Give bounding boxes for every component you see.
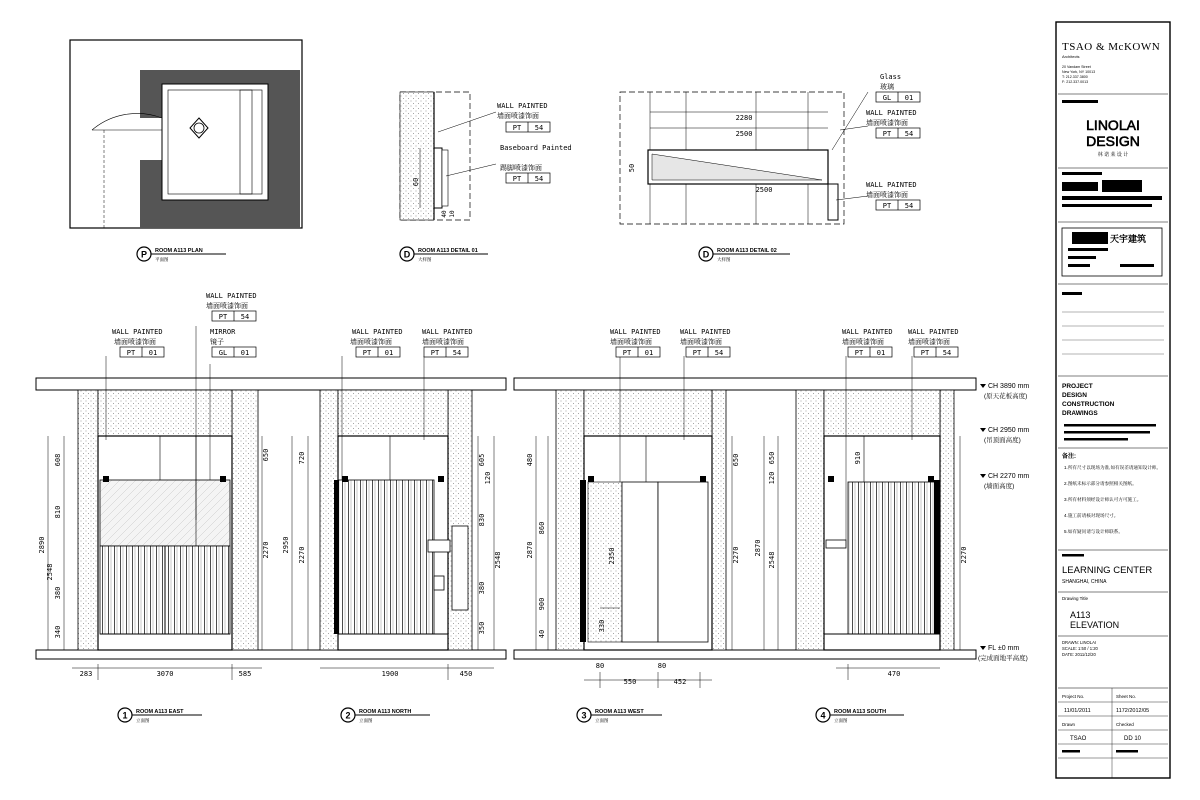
view-label-elevation-3: [577, 708, 662, 724]
tag-code: PT: [218, 313, 228, 321]
tag-label: MIRROR: [210, 328, 236, 336]
project-head-line: CONSTRUCTION: [1062, 401, 1115, 408]
dim-v: 2270: [960, 546, 968, 564]
tag-cn: 墙面喷漆饰面: [497, 113, 539, 120]
view-title: ROOM A113 DETAIL 01: [418, 248, 478, 254]
level-marker: [980, 427, 1029, 444]
plan-view: [70, 40, 302, 263]
dim-v: 2870: [754, 539, 762, 557]
view-number: 4: [820, 710, 826, 721]
view-subtitle: 立面图: [595, 718, 609, 723]
dim-v: 120: [768, 471, 776, 485]
tag-label: WALL PAINTED: [352, 328, 403, 336]
note-line: 3.所有材料须经设计师认可方可施工。: [1064, 497, 1142, 502]
material-tag: [866, 181, 920, 210]
material-tag: [680, 328, 731, 357]
tag-code: PT: [854, 349, 864, 357]
tag-cn: 墙面喷漆饰面: [842, 339, 884, 346]
material-tag: [842, 328, 893, 357]
tag-label: WALL PAINTED: [112, 328, 163, 336]
dim-v: 2870: [526, 541, 534, 559]
tag-label: WALL PAINTED: [610, 328, 661, 336]
title-block: [1056, 22, 1170, 778]
dim-v: 900: [538, 597, 546, 611]
tag-num: 01: [644, 349, 654, 357]
dim-h: 550: [623, 678, 637, 686]
dim-h: 470: [887, 670, 901, 678]
tag-num: 01: [240, 349, 250, 357]
grid-cell: 11/01/2011: [1064, 708, 1091, 714]
grid-cell: 1172/2012/05: [1116, 708, 1150, 714]
sheet-info-line: SCALE: 1:50 / 1:20: [1062, 646, 1098, 651]
dim-v: 650: [262, 448, 270, 462]
notes-heading: 备注:: [1062, 454, 1076, 460]
grid-cell: TSAO: [1070, 736, 1087, 742]
dim-v: 608: [54, 453, 62, 467]
view-title: ROOM A113 PLAN: [155, 248, 203, 254]
level-note: (墙面高度): [984, 483, 1015, 490]
dim-v: 40: [538, 629, 546, 639]
tag-code: PT: [126, 349, 136, 357]
view-label-elevation-2: [341, 708, 430, 724]
dim-v: 2270: [298, 546, 306, 564]
dim-v: 860: [538, 521, 546, 535]
firm-address-line: 20 Vandam Street: [1062, 65, 1091, 69]
dim-v: 2548: [494, 551, 502, 569]
view-label-elevation-4: [816, 708, 904, 724]
tag-cn: 玻璃: [880, 84, 894, 91]
note-line: 2.图纸未标示部分请参照相关图纸。: [1064, 481, 1137, 486]
tag-num: 54: [714, 349, 724, 357]
tag-num: 54: [452, 349, 462, 357]
dim-v: 2548: [768, 551, 776, 569]
tag-cn: 墙面喷漆饰面: [114, 339, 156, 346]
level-note: (完成面地平高度): [978, 655, 1028, 662]
tag-cn: 踢脚喷漆饰面: [500, 165, 542, 172]
level-value: CH 2270 mm: [988, 473, 1030, 480]
tag-label: WALL PAINTED: [866, 181, 917, 189]
grid-cell: Project No.: [1062, 694, 1085, 699]
firm-subtitle: Architects: [1062, 54, 1080, 59]
view-label-detail-01: [400, 247, 488, 263]
grid-cell: Drawn: [1062, 722, 1076, 727]
detail-01-view: [400, 92, 572, 263]
tag-num: 01: [384, 349, 394, 357]
grid-cell: Sheet No.: [1116, 694, 1137, 699]
tag-label: WALL PAINTED: [680, 328, 731, 336]
tag-label: WALL PAINTED: [497, 102, 548, 110]
view-label-plan: [137, 247, 226, 263]
tag-label: WALL PAINTED: [908, 328, 959, 336]
note-line: 4.施工前请核对现场尺寸。: [1064, 513, 1119, 518]
dim-v: 340: [54, 625, 62, 639]
material-tag: [866, 109, 920, 138]
firm-address-line: F: 212.337.0013: [1062, 80, 1089, 84]
project-location: SHANGHAI, CHINA: [1062, 579, 1107, 585]
project-head-line: PROJECT: [1062, 383, 1093, 390]
dim-detail1-b: 40: [441, 210, 448, 218]
level-value: FL ±0 mm: [988, 645, 1020, 652]
dim-v: 380: [478, 581, 486, 595]
logo-word-bottom: DESIGN: [1086, 133, 1140, 149]
view-subtitle: 大样图: [717, 257, 731, 262]
sheet-info-line: DRAWN: LINOLAI: [1062, 640, 1097, 645]
dim-h: 585: [238, 670, 252, 678]
dim-v: 2270: [732, 546, 740, 564]
material-tag: [908, 328, 959, 357]
dim-v: 810: [54, 505, 62, 519]
stamp: [1062, 228, 1162, 276]
view-subtitle: 大样图: [418, 257, 432, 262]
dim-detail1-c: 10: [449, 210, 456, 218]
floor-band: [36, 650, 976, 659]
firm-name: TSAO & McKOWN: [1062, 41, 1161, 53]
tag-label: WALL PAINTED: [206, 292, 257, 300]
dim-h: 3070: [156, 670, 174, 678]
view-title: ROOM A113 WEST: [595, 709, 644, 715]
material-tag: [876, 73, 920, 102]
dim-h: 80: [595, 662, 605, 670]
tag-num: 54: [240, 313, 250, 321]
tag-code: GL: [218, 349, 228, 357]
dim-v: 2950: [282, 536, 290, 554]
view-subtitle: 立面图: [136, 718, 150, 723]
material-tag: [500, 144, 572, 183]
dim-v: 650: [768, 451, 776, 465]
tag-code: PT: [512, 124, 522, 132]
dim-detail2-d: 2500: [755, 186, 773, 194]
tag-num: 54: [942, 349, 952, 357]
ceiling-slab: [36, 378, 976, 390]
tag-num: 01: [876, 349, 886, 357]
sheet-title: ELEVATION: [1070, 620, 1120, 630]
tag-code: PT: [692, 349, 702, 357]
dim-detail1-a: 60: [412, 177, 420, 187]
level-marker: [980, 383, 1029, 400]
tag-cn: 墙面喷漆饰面: [866, 120, 908, 127]
view-subtitle: 立面图: [359, 718, 373, 723]
tag-num: 01: [148, 349, 158, 357]
view-label-elevation-1: [118, 708, 202, 724]
firm-address-line: T: 212.337.3800: [1062, 75, 1088, 79]
level-marker: [978, 645, 1028, 662]
dim-h: 450: [459, 670, 473, 678]
dim-h: 452: [673, 678, 687, 686]
view-subtitle: 平面图: [155, 257, 169, 262]
tag-cn: 墙面喷漆饰面: [680, 339, 722, 346]
tag-code: PT: [430, 349, 440, 357]
material-tag: [206, 292, 257, 321]
level-value: CH 3890 mm: [988, 383, 1030, 390]
material-tag: [610, 328, 661, 357]
tag-label: Glass: [880, 73, 902, 81]
level-value: CH 2950 mm: [988, 427, 1030, 434]
tag-code: PT: [622, 349, 632, 357]
material-tag: [422, 328, 473, 357]
tag-cn: 墙面喷漆饰面: [422, 339, 464, 346]
tag-cn: 墙面喷漆饰面: [610, 339, 652, 346]
dim-v: 2890: [38, 536, 46, 554]
dim-v: 830: [478, 513, 486, 527]
logo-cn: 林 诺 莱 设 计: [1097, 152, 1129, 158]
tag-num: 01: [904, 94, 914, 102]
sheet-code: A113: [1070, 610, 1091, 620]
dim-v: 2350: [608, 547, 616, 565]
view-letter: D: [403, 249, 411, 260]
tag-label: WALL PAINTED: [422, 328, 473, 336]
level-note: (吊顶面高度): [984, 437, 1021, 444]
detail-02-view: [620, 73, 920, 263]
dim-h: 80: [657, 662, 667, 670]
tag-code: PT: [362, 349, 372, 357]
tag-num: 54: [904, 202, 914, 210]
level-marker: [980, 473, 1029, 490]
project-head-line: DRAWINGS: [1062, 410, 1098, 417]
project-head-line: DESIGN: [1062, 392, 1087, 399]
dim-v: 605: [478, 453, 486, 467]
dim-v: 2270: [262, 541, 270, 559]
dim-detail2-a: 2280: [735, 114, 753, 122]
firm-address-line: New York, NY 10013: [1062, 70, 1096, 74]
project-name: LEARNING CENTER: [1062, 565, 1153, 576]
dim-v: 910: [854, 451, 862, 465]
view-letter: P: [140, 249, 148, 260]
dim-v: 480: [526, 453, 534, 467]
tag-label: WALL PAINTED: [866, 109, 917, 117]
tag-cn: 镜子: [210, 339, 224, 346]
tag-code: PT: [882, 130, 892, 138]
dim-v: 720: [298, 451, 306, 465]
dim-v: 2548: [46, 563, 54, 581]
sheet-info-line: DATE: 2011/12/20: [1062, 652, 1096, 657]
material-tag: [210, 328, 256, 357]
tag-code: GL: [882, 94, 892, 102]
tag-cn: 墙面喷漆饰面: [908, 339, 950, 346]
dim-v: 120: [484, 471, 492, 485]
dim-v: 350: [478, 621, 486, 635]
logo-word-top: LINOLAI: [1086, 117, 1140, 133]
dim-v: 650: [732, 453, 740, 467]
dim-detail2-c: 50: [628, 163, 636, 173]
tag-code: PT: [920, 349, 930, 357]
note-line: 1.所有尺寸以现场为准,如有误差请通知设计师。: [1064, 465, 1161, 470]
dim-detail2-b: 2500: [735, 130, 753, 138]
dim-h: 1900: [381, 670, 399, 678]
note-line: 5.如有疑问请与设计师联系。: [1064, 529, 1123, 534]
view-number: 3: [581, 710, 587, 721]
material-tag: [112, 328, 164, 357]
material-tag: [497, 102, 550, 132]
grid-cell: Checked: [1116, 722, 1134, 727]
tag-code: PT: [512, 175, 522, 183]
view-title: ROOM A113 NORTH: [359, 709, 412, 715]
tag-code: PT: [882, 202, 892, 210]
tag-cn: 墙面喷漆饰面: [350, 339, 392, 346]
view-title: ROOM A113 SOUTH: [834, 709, 887, 715]
tag-label: WALL PAINTED: [842, 328, 893, 336]
stamp-name: 天宇建筑: [1110, 234, 1147, 244]
level-note: (原天花板高度): [984, 393, 1028, 400]
view-title: ROOM A113 DETAIL 02: [717, 248, 777, 254]
view-label-detail-02: [699, 247, 790, 263]
material-tag: [350, 328, 403, 357]
dim-v: 330: [598, 619, 606, 633]
view-letter: D: [702, 249, 710, 260]
tag-num: 54: [534, 124, 544, 132]
view-number: 2: [345, 710, 351, 721]
grid-cell: DD 10: [1124, 736, 1142, 742]
view-number: 1: [122, 710, 128, 721]
dim-v: 380: [54, 586, 62, 600]
tag-cn: 墙面喷漆饰面: [206, 303, 248, 310]
view-title: ROOM A113 EAST: [136, 709, 184, 715]
tag-cn: 墙面喷漆饰面: [866, 192, 908, 199]
tag-num: 54: [534, 175, 544, 183]
tag-label: Baseboard Painted: [500, 144, 572, 152]
dim-h: 283: [79, 670, 93, 678]
view-subtitle: 立面图: [834, 718, 848, 723]
sheet-label: Drawing Title: [1062, 596, 1089, 601]
tag-num: 54: [904, 130, 914, 138]
